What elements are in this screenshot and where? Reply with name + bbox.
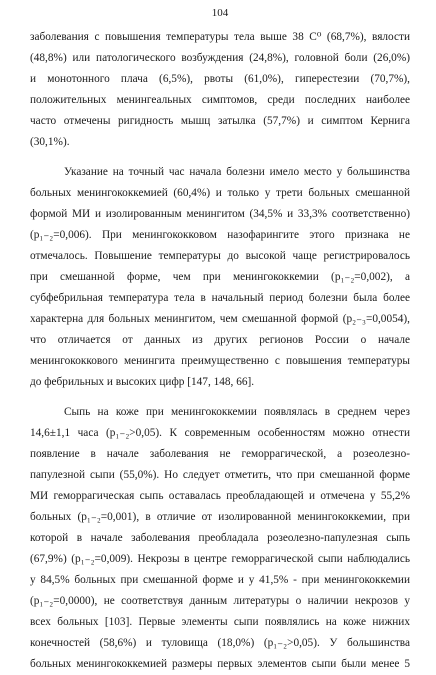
text-line: часто отмечены ригидность мышц затылка (57,7%) и симптом Кернига [30, 115, 410, 127]
text-line: (67,9%) (p₁₋₂=0,009). Некрозы в центре геморрагической сыпи наблюдались [30, 553, 410, 565]
text-line: заболевания с повышения температуры тела выше 38 С⁰ (68,7%), вялости [30, 31, 410, 43]
text-line: МИ геморрагическая сыпь оставалась преобладающей и отмечена у 55,2% [30, 490, 410, 502]
text-line: (30,1%). [30, 136, 70, 148]
text-line: 14,6±1,1 часа (p₁₋₂>0,05). К современным особенностям можно отнести [30, 427, 410, 439]
text-line: при смешанной форме, чем при менингококкемии (p₁₋₂=0,002), а [30, 271, 410, 283]
text-line: характерна для больных менингитом, чем смешанной формой (p₂₋₃=0,0054), [30, 313, 410, 325]
text-line: формой МИ и изолированным менингитом (34,5% и 33,3% соответственно) [30, 208, 410, 220]
text-line: положительных менингеальных симптомов, среди последних наиболее [30, 94, 410, 106]
text-line: и монотонного плача (6,5%), рвоты (61,0%), гиперестезии (70,7%), [30, 73, 410, 85]
text-line: которой в начале заболевания преобладала розеолезно-папулезная сыпь [30, 532, 410, 544]
text-line: (p₁₋₂=0,0000), не соответствуя данным литературы о наличии некрозов у [30, 595, 410, 607]
text-line: больных менингококкемией размеры первых элементов сыпи были менее 5 [30, 658, 410, 670]
text-line: появление в начале заболевания не геморрагической, а розеолезно- [30, 448, 410, 460]
paragraph-3 [30, 402, 410, 675]
text-line: что отличается от данных из других регионов России о начале [30, 334, 410, 346]
text-line: конечностей (58,6%) и туловища (18,0%) (p₁₋₂>0,05). У большинства [30, 637, 410, 649]
text-line: менингококкового менингита преимущественно с повышения температуры [30, 355, 410, 367]
text-line: (48,8%) или патологического возбуждения (24,8%), головной боли (26,0%) [30, 52, 410, 64]
text-line: отмечалось. Повышение температуры до высокой чаще регистрировалось [30, 250, 410, 262]
text-line: всех больных [103]. Первые элементы сыпи появлялись на коже нижних [30, 616, 410, 628]
text-line: папулезной сыпи (55,0%). Но следует отметить, что при смешанной форме [30, 469, 410, 481]
text-line: у 84,5% больных при смешанной форме и у 41,5% - при менингококкемии [30, 574, 410, 586]
text-line: больных менингококкемией (60,4%) и только у трети больных смешанной [30, 187, 410, 199]
text-line: Сыпь на коже при менингококкемии появлялась в среднем через [64, 406, 410, 418]
text-line: больных (p₁₋₂=0,001), в отличие от изолированной менингококкемии, при [30, 511, 410, 523]
paragraph-2 [30, 162, 410, 393]
paragraph-1 [30, 27, 410, 153]
text-line: до фебрильных и высоких цифр [147, 148, 66]. [30, 376, 255, 388]
text-line: Указание на точный час начала болезни имело место у большинства [64, 166, 410, 178]
text-line: (p₁₋₂=0,006). При менингококковом назофарингите этого признака не [30, 229, 410, 241]
text-line: субфебрильная температура тела в начальный период болезни была более [30, 292, 410, 304]
page-number: 104 [211, 7, 229, 19]
